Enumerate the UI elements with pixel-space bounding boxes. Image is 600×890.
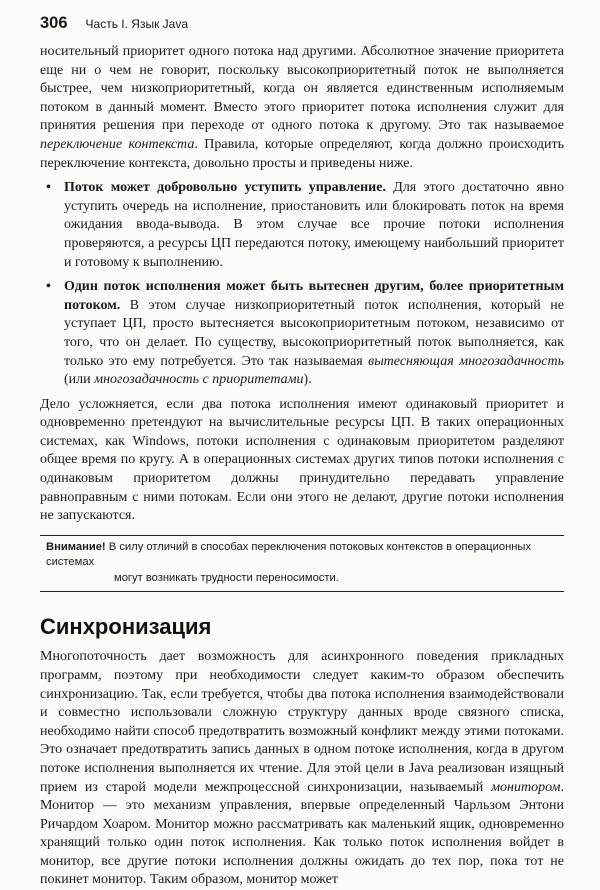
- intro-paragraph: [40, 43, 564, 173]
- note-text-line1: В силу отличий в способах переключения потоковых контекстов в операционных системах: [46, 540, 532, 569]
- sync-term: монитором: [491, 779, 561, 795]
- note-label: Внимание!: [46, 540, 106, 553]
- page-body: [40, 43, 564, 890]
- bullet-icon: •: [46, 180, 51, 196]
- bullet-text: (или: [64, 372, 95, 388]
- intro-term: переключение контекста: [40, 136, 195, 152]
- rules-list: [40, 179, 564, 390]
- page-header: [40, 14, 188, 33]
- page-number: 306: [40, 14, 68, 32]
- paragraph-equal-priority: Дело усложняется, если два потока исполнения имеют одинаковый приоритет и одновременно претендуют на вычислительные ресурсы ЦП. В таких операционных системах, как Windows, потоки исполнения с одинаковым приоритетом разделяют общее время по кругу. А в операционных системах других типов потоки исполнения с одинаковым приоритетом должны принудительно передавать управление равноправным с ними потокам. Если они этого не делают, другие потоки исполнения не запускаются.: [40, 396, 564, 524]
- sync-text-2: . Монитор — это механизм управления, впервые определенный Чарльзом Энтони Ричардом Хоаром. Монитор можно рассматривать как маленький ящик, одновременно хранящий только один поток исполнения. Как только поток исполнения войдет в монитор, все другие потоки исполнения должны ожидать до тех пор, пока тот не покинет монитор. Таким образом, монитор может: [40, 779, 564, 888]
- running-head: Часть I. Язык Java: [85, 17, 189, 31]
- bullet-term: вытесняющая многозадачность: [368, 353, 564, 369]
- bullet-heading: Один поток исполнения может быть вытеснен другим, более приоритетным потоком.: [64, 279, 564, 313]
- intro-text-1: носительный приоритет одного потока над другими. Абсолютное значение приоритета еще ни о чем не говорит, поскольку высокоприоритетный поток не выполняется быстрее, чем низкоприоритетный, когда он является единственным исполняемым потоком в данный момент. Вместо этого приоритет потока исполнения служит для принятия решения при переходе от одного потока к другому. Это так называемое: [40, 44, 564, 134]
- list-item: [46, 278, 564, 390]
- bullet-text: Для этого достаточно явно уступить очередь на исполнение, приостановить или блокировать поток на время ожидания ввода-вывода. В этом случае все прочие потоки исполнения проверяются, а ресурсы ЦП передаются потоку, имеющему наибольший приоритет и готовому к выполнению.: [64, 180, 564, 270]
- note-text-line2: могут возникать трудности переносимости.: [114, 571, 339, 584]
- bullet-icon: •: [46, 279, 51, 295]
- bullet-text: ).: [303, 372, 312, 388]
- sync-paragraph: [40, 648, 564, 890]
- list-item: [46, 179, 564, 272]
- sync-text-1: Многопоточность дает возможность для асинхронного поведения прикладных программ, поэтому при необходимости следует каким-то образом обеспечить синхронизацию. Так, если требуется, чтобы два потока исполнения взаимодействовали и совместно использовали сложную структуру данных вроде связного списка, необходимо найти способ предотвратить возможный конфликт между этими потоками. Это означает предотвратить запись данных в одном потоке исполнения, когда в другом потоке исполнения выполняется их чтение. Для этой цели в Java реализован изящный прием из старой модели межпроцессной синхронизации, называемый: [40, 649, 564, 795]
- intro-text-2: . Правила, которые определяют, когда должно происходить переключение контекста, довольно просты и приведены ниже.: [40, 136, 564, 171]
- section-title: Синхронизация: [40, 614, 212, 640]
- bullet-heading: Поток может добровольно уступить управление.: [64, 180, 386, 196]
- bullet-text: В этом случае низкоприоритетный поток исполнения, который не уступает ЦП, просто вытесняется высокоприоритетным потоком, независимо от того, что он делает. По существу, высокоприоритетный поток выполняется, как только это ему потребуется. Это так называемая: [64, 297, 564, 369]
- warning-note: [40, 535, 564, 593]
- bullet-term: многозадачность с приоритетами: [94, 372, 304, 388]
